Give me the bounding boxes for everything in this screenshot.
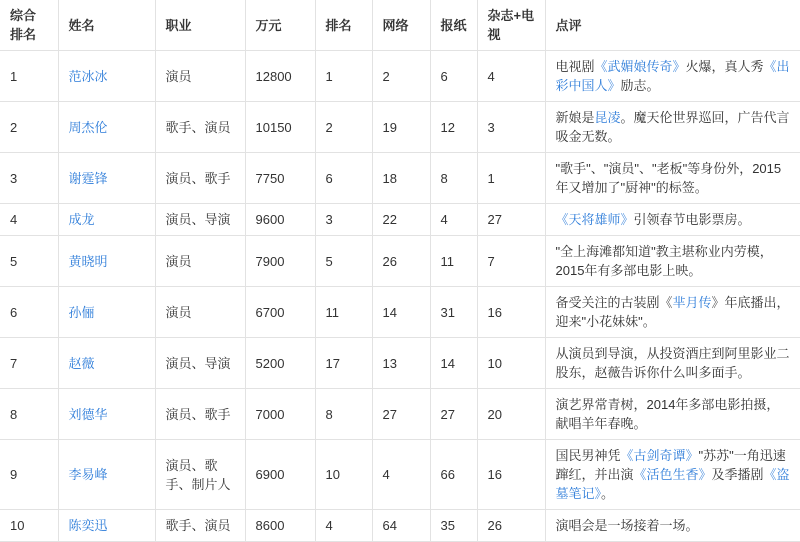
cell-occupation: 演员 (155, 236, 245, 287)
comment-text: 国民男神凭 (555, 448, 621, 463)
cell-overall-rank: 4 (0, 204, 58, 236)
comment-text: "全上海滩都知道"教主堪称业内劳模，2015年有多部电影上映。 (555, 244, 773, 278)
cell-web: 64 (372, 510, 430, 542)
cell-overall-rank: 3 (0, 153, 58, 204)
cell-name (58, 204, 155, 236)
comment-text: 备受关注的古装剧《 (555, 295, 673, 310)
cell-occupation: 演员 (155, 51, 245, 102)
cell-overall-rank: 1 (0, 51, 58, 102)
cell-newspaper: 27 (430, 389, 477, 440)
table-row (0, 51, 800, 102)
comment-text: 新娘是 (555, 110, 595, 125)
cell-name (58, 51, 155, 102)
cell-overall-rank: 7 (0, 338, 58, 389)
cell-rank: 3 (315, 204, 372, 236)
cell-magazine-tv: 16 (477, 287, 545, 338)
cell-income-wan: 5200 (245, 338, 315, 389)
cell-newspaper: 66 (430, 440, 477, 510)
cell-newspaper: 11 (430, 236, 477, 287)
column-header-occupation: 职业 (155, 0, 245, 51)
cell-rank: 1 (315, 51, 372, 102)
cell-name (58, 287, 155, 338)
celebrity-name-link[interactable]: 黄晓明 (68, 253, 108, 269)
column-header-name: 姓名 (58, 0, 155, 51)
table-row (0, 153, 800, 204)
cell-name (58, 440, 155, 510)
cell-magazine-tv: 10 (477, 338, 545, 389)
cell-income-wan: 6900 (245, 440, 315, 510)
column-header-rank-sortlink[interactable]: 排名 (315, 0, 372, 51)
celebrity-name-link[interactable]: 周杰伦 (68, 119, 108, 135)
comment-text: 电视剧 (555, 59, 595, 74)
cell-magazine-tv: 1 (477, 153, 545, 204)
cell-occupation: 歌手、演员 (155, 510, 245, 542)
cell-magazine-tv: 26 (477, 510, 545, 542)
celebrity-name-link[interactable]: 赵薇 (68, 355, 95, 371)
cell-overall-rank: 5 (0, 236, 58, 287)
column-header-comment: 点评 (545, 0, 800, 51)
cell-income-wan: 10150 (245, 102, 315, 153)
cell-rank: 11 (315, 287, 372, 338)
column-header-overall-rank: 综合排名 (0, 0, 58, 51)
celebrity-name-link[interactable]: 谢霆锋 (68, 170, 108, 186)
cell-occupation: 歌手、演员 (155, 102, 245, 153)
celebrity-name-link[interactable]: 陈奕迅 (68, 518, 108, 533)
cell-newspaper: 14 (430, 338, 477, 389)
cell-comment (545, 153, 800, 204)
cell-web: 19 (372, 102, 430, 153)
cell-newspaper: 8 (430, 153, 477, 204)
cell-rank: 2 (315, 102, 372, 153)
celebrity-name-link[interactable]: 孙俪 (68, 304, 95, 320)
cell-rank: 5 (315, 236, 372, 287)
cell-rank: 10 (315, 440, 372, 510)
comment-text: 。 (601, 486, 615, 501)
cell-income-wan: 7900 (245, 236, 315, 287)
cell-comment (545, 204, 800, 236)
column-header-income-wan: 万元 (245, 0, 315, 51)
comment-title-link[interactable]: 《天将雄师》 (555, 212, 634, 227)
celebrity-name-link[interactable]: 范冰冰 (68, 68, 108, 84)
cell-web: 4 (372, 440, 430, 510)
celebrity-name-link[interactable]: 成龙 (68, 212, 95, 227)
column-header-newspaper: 报纸 (430, 0, 477, 51)
comment-text: 从演员到导演，从投资酒庄到阿里影业二股东，赵薇告诉你什么叫多面手。 (555, 346, 790, 380)
cell-magazine-tv: 20 (477, 389, 545, 440)
cell-web: 26 (372, 236, 430, 287)
cell-occupation: 演员 (155, 287, 245, 338)
cell-rank: 4 (315, 510, 372, 542)
cell-income-wan: 8600 (245, 510, 315, 542)
cell-income-wan: 7000 (245, 389, 315, 440)
cell-occupation: 演员、歌手 (155, 153, 245, 204)
cell-web: 13 (372, 338, 430, 389)
cell-magazine-tv: 4 (477, 51, 545, 102)
cell-comment (545, 51, 800, 102)
cell-newspaper: 31 (430, 287, 477, 338)
header-row (0, 0, 800, 51)
cell-comment (545, 440, 800, 510)
cell-overall-rank: 9 (0, 440, 58, 510)
comment-text: 引领春节电影票房。 (633, 212, 751, 227)
comment-text: 励志。 (620, 78, 660, 93)
table-row (0, 102, 800, 153)
comment-text: 演唱会是一场接着一场。 (555, 518, 699, 533)
cell-occupation: 演员、导演 (155, 338, 245, 389)
table-row (0, 440, 800, 510)
cell-occupation: 演员、歌手、制片人 (155, 440, 245, 510)
cell-income-wan: 9600 (245, 204, 315, 236)
cell-magazine-tv: 16 (477, 440, 545, 510)
celebrity-name-link[interactable]: 李易峰 (68, 467, 108, 482)
comment-title-link[interactable]: 昆凌 (594, 110, 621, 125)
comment-text: 火爆，真人秀 (685, 59, 764, 74)
column-header-web: 网络 (372, 0, 430, 51)
cell-name (58, 102, 155, 153)
cell-comment (545, 510, 800, 542)
cell-name (58, 510, 155, 542)
table-row (0, 338, 800, 389)
comment-text: "歌手"、"演员"、"老板"等身份外，2015年又增加了"厨神"的标签。 (555, 161, 782, 195)
cell-name (58, 338, 155, 389)
cell-income-wan: 12800 (245, 51, 315, 102)
cell-magazine-tv: 27 (477, 204, 545, 236)
cell-name (58, 153, 155, 204)
table-row (0, 389, 800, 440)
cell-overall-rank: 6 (0, 287, 58, 338)
table-row (0, 510, 800, 542)
cell-name (58, 389, 155, 440)
cell-rank: 6 (315, 153, 372, 204)
cell-overall-rank: 2 (0, 102, 58, 153)
cell-magazine-tv: 7 (477, 236, 545, 287)
cell-overall-rank: 8 (0, 389, 58, 440)
cell-occupation: 演员、歌手 (155, 389, 245, 440)
comment-title-link[interactable]: 芈月传 (672, 295, 712, 310)
cell-rank: 8 (315, 389, 372, 440)
table-row (0, 287, 800, 338)
column-header-magazine-tv: 杂志+电视 (477, 0, 545, 51)
cell-rank: 17 (315, 338, 372, 389)
cell-web: 18 (372, 153, 430, 204)
table-row (0, 236, 800, 287)
cell-income-wan: 6700 (245, 287, 315, 338)
comment-title-link[interactable]: 《古剑奇谭》 (620, 448, 699, 463)
cell-magazine-tv: 3 (477, 102, 545, 153)
cell-newspaper: 6 (430, 51, 477, 102)
cell-comment (545, 287, 800, 338)
cell-newspaper: 12 (430, 102, 477, 153)
cell-overall-rank: 10 (0, 510, 58, 542)
celebrity-name-link[interactable]: 刘德华 (68, 406, 108, 422)
cell-comment (545, 102, 800, 153)
cell-comment (545, 236, 800, 287)
comment-text: "苏苏"一角迅速蹿红，并出演 (555, 448, 786, 482)
cell-web: 14 (372, 287, 430, 338)
cell-name (58, 236, 155, 287)
comment-title-link[interactable]: 《盗墓笔记》 (555, 467, 790, 501)
cell-comment (545, 338, 800, 389)
cell-web: 22 (372, 204, 430, 236)
cell-web: 27 (372, 389, 430, 440)
cell-newspaper: 35 (430, 510, 477, 542)
cell-income-wan: 7750 (245, 153, 315, 204)
comment-text: 。魔天伦世界巡回，广告代言吸金无数。 (555, 110, 790, 144)
cell-web: 2 (372, 51, 430, 102)
comment-text: 及季播剧 (711, 467, 764, 482)
comment-title-link[interactable]: 《活色生香》 (633, 467, 712, 482)
cell-newspaper: 4 (430, 204, 477, 236)
comment-title-link[interactable]: 《出彩中国人》 (555, 59, 790, 93)
cell-occupation: 演员、导演 (155, 204, 245, 236)
table-body (0, 51, 800, 542)
table-row (0, 204, 800, 236)
comment-text: 》年底播出，迎来"小花妹妹"。 (555, 295, 790, 329)
cell-comment (545, 389, 800, 440)
comment-text: 演艺界常青树，2014年多部电影拍摄，献唱羊年春晚。 (555, 397, 780, 431)
comment-title-link[interactable]: 《武媚娘传奇》 (594, 59, 686, 74)
